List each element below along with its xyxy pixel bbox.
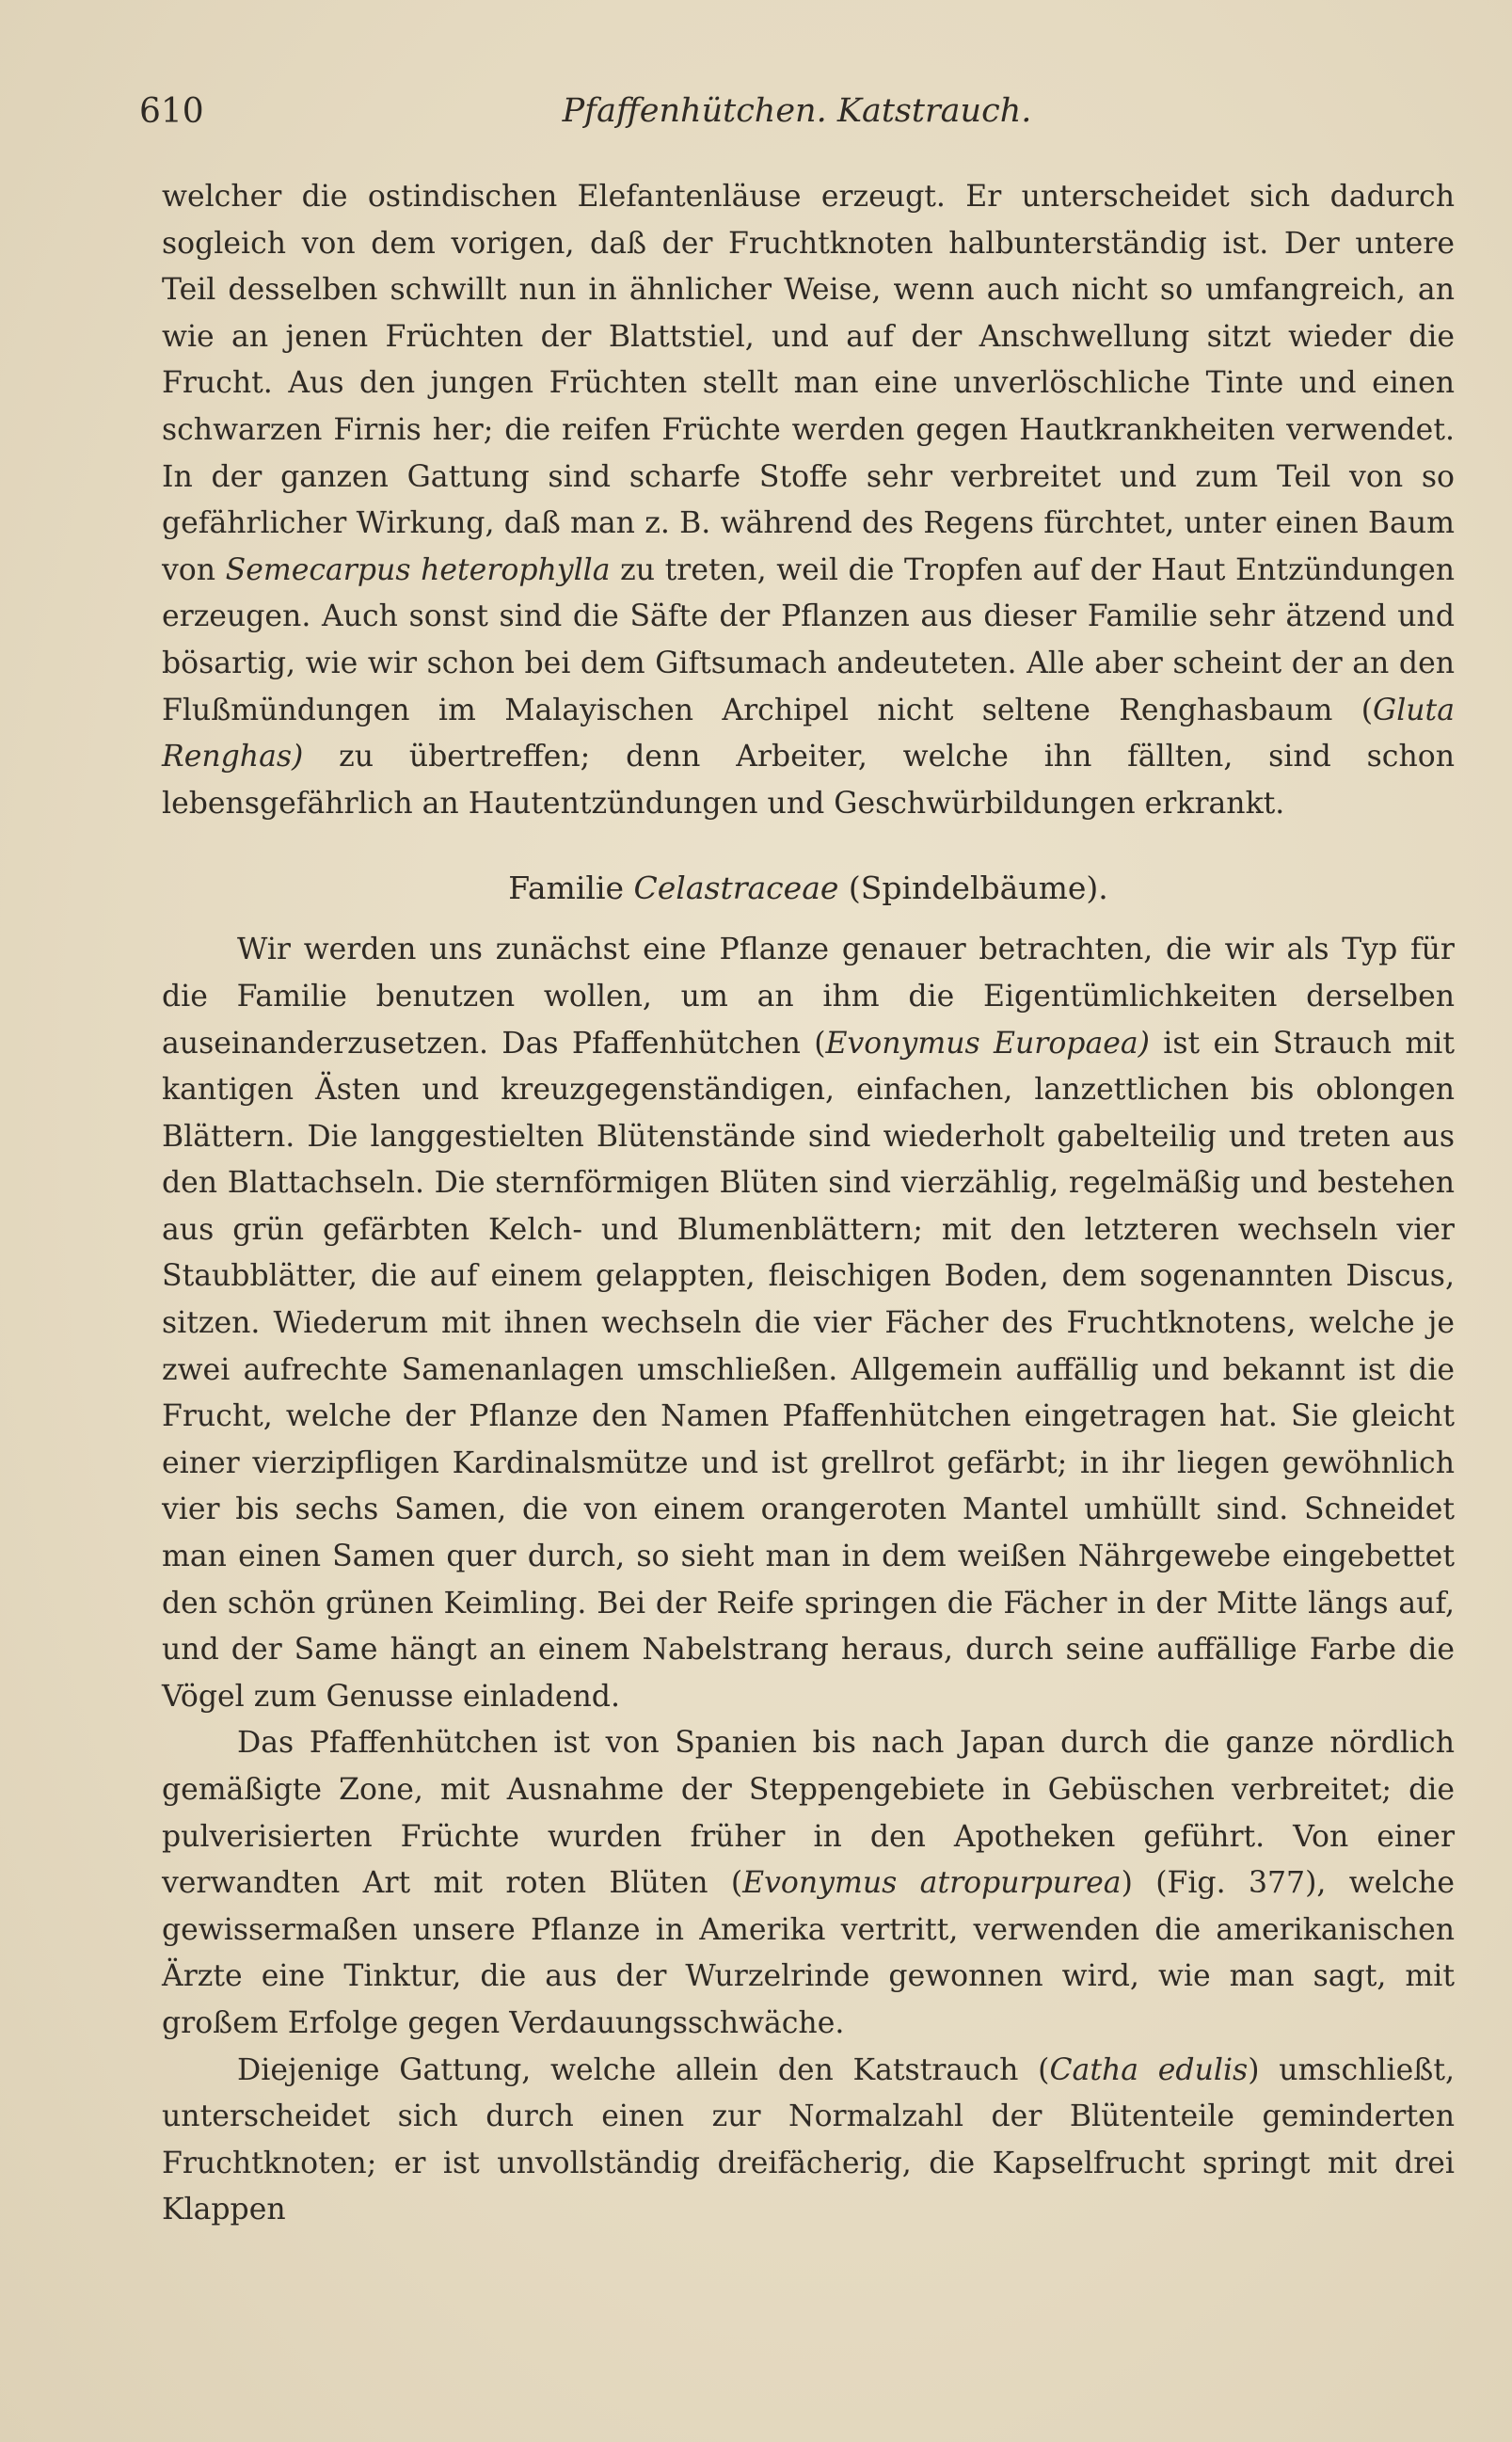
page-body xyxy=(162,174,1455,2234)
text-run: Das Pfaffenhütchen ist von Spanien bis nach Japan durch die ganze nördlich gemäßigte Zone, mit Ausnahme der Steppengebiete in Gebüschen verbreitet; die pulverisierten Früchte wurden früher in den Apotheken geführt. Von einer verwandten Art mit roten Blüten ( xyxy=(162,1726,1455,1901)
running-head: Pfaffenhütchen. Katstrauch. xyxy=(562,92,1032,130)
text-run: Diejenige Gattung, welche allein den Katstrauch ( xyxy=(237,2052,1050,2087)
page-header xyxy=(139,92,1455,149)
text-run: ) (Fig. 377), welche gewissermaßen unsere Pflanze in Amerika vertritt, verwenden die amerikanischen Ärzte eine Tinktur, die aus der Wurzelrinde gewonnen wird, wie man sagt, mit großem Erfolge gegen Verdauungsschwäche. xyxy=(162,1866,1455,2040)
paragraph-2 xyxy=(162,927,1455,1720)
latin-name: Celastraceae xyxy=(633,870,839,907)
text-run: welcher die ostindischen Elefantenläuse erzeugt. Er unterscheidet sich dadurch sogleich von dem vorigen, daß der Fruchtknoten halbunterständig ist. Der untere Teil desselben schwillt nun in ähnlicher Weise, wenn auch nicht so umfangreich, an wie an jenen Früchten der Blattstiel, und auf der Anschwellung sitzt wieder die Frucht. Aus den jungen Früchten stellt man eine unverlöschliche Tinte und einen schwarzen Firnis her; die reifen Früchte werden gegen Hautkrankheiten verwendet. In der ganzen Gattung sind scharfe Stoffe sehr verbreitet und zum Teil von so gefährlicher Wirkung, daß man z. B. während des Regens fürchtet, unter einen Baum von xyxy=(162,180,1455,587)
latin-name: Semecarpus heterophylla xyxy=(225,552,611,587)
text-run: ) umschließt, unterscheidet sich durch einen zur Normalzahl der Blütenteile geminderten Fruchtknoten; er ist unvollständig dreifächerig, die Kapselfrucht springt mit drei Klappen xyxy=(162,2052,1455,2227)
paragraph-3 xyxy=(162,1720,1455,2047)
heading-text: Familie xyxy=(508,870,634,907)
text-run: ist ein Strauch mit kantigen Ästen und kreuzgegenständigen, einfachen, lanzettlichen bis oblongen Blättern. Die langgestielten Blütenstände sind wiederholt gabelteilig und treten aus den Blattachseln. Die sternförmigen Blüten sind vierzählig, regelmäßig und bestehen aus grün gefärbten Kelch- und Blumenblättern; mit den letzteren wechseln vier Staubblätter, die auf einem gelappten, fleischigen Boden, dem sogenannten Discus, sitzen. Wiederum mit ihnen wechseln die vier Fächer des Fruchtknotens, welche je zwei aufrechte Samenanlagen umschließen. Allgemein auffällig und bekannt ist die Frucht, welche der Pflanze den Namen Pfaffenhütchen eingetragen hat. Sie gleicht einer vierzipfligen Kardinalsmütze und ist grellrot gefärbt; in ihr liegen gewöhnlich vier bis sechs Samen, die von einem orangeroten Mantel umhüllt sind. Schneidet man einen Samen quer durch, so sieht man in dem weißen Nährgewebe eingebettet den schön grünen Keimling. Bei der Reife springen die Fächer in der Mitte längs auf, und der Same hängt an einem Nabelstrang heraus, durch seine auffällige Farbe die Vögel zum Genusse einladend. xyxy=(162,1026,1455,1714)
latin-name: Catha edulis xyxy=(1049,2052,1249,2087)
section-heading xyxy=(162,865,1455,912)
paragraph-4 xyxy=(162,2048,1455,2234)
text-run: zu übertreffen; denn Arbeiter, welche ihn fällten, sind schon lebensgefährlich an Hautentzündungen und Geschwürbildungen erkrankt. xyxy=(162,740,1455,821)
text-run: Wir werden uns zunächst eine Pflanze genauer betrachten, die wir als Typ für die Familie benutzen wollen, um an ihm die Eigentümlichkeiten derselben auseinanderzusetzen. Das Pfaffenhütchen ( xyxy=(162,933,1455,1061)
page-number: 610 xyxy=(139,92,204,131)
latin-name: Gluta Renghas) xyxy=(162,693,1455,774)
latin-name: Evonymus atropurpurea xyxy=(742,1866,1122,1901)
text-run: zu treten, weil die Tropfen auf der Haut Entzündungen erzeugen. Auch sonst sind die Säfte der Pflanzen aus dieser Familie sehr ätzend und bösartig, wie wir schon bei dem Giftsumach andeuteten. Alle aber scheint der an den Flußmündungen im Malayischen Archipel nicht seltene Renghasbaum ( xyxy=(162,552,1455,727)
heading-text: (Spindelbäume). xyxy=(838,870,1108,907)
latin-name: Evonymus Europaea) xyxy=(825,1026,1150,1061)
paragraph-1 xyxy=(162,174,1455,827)
